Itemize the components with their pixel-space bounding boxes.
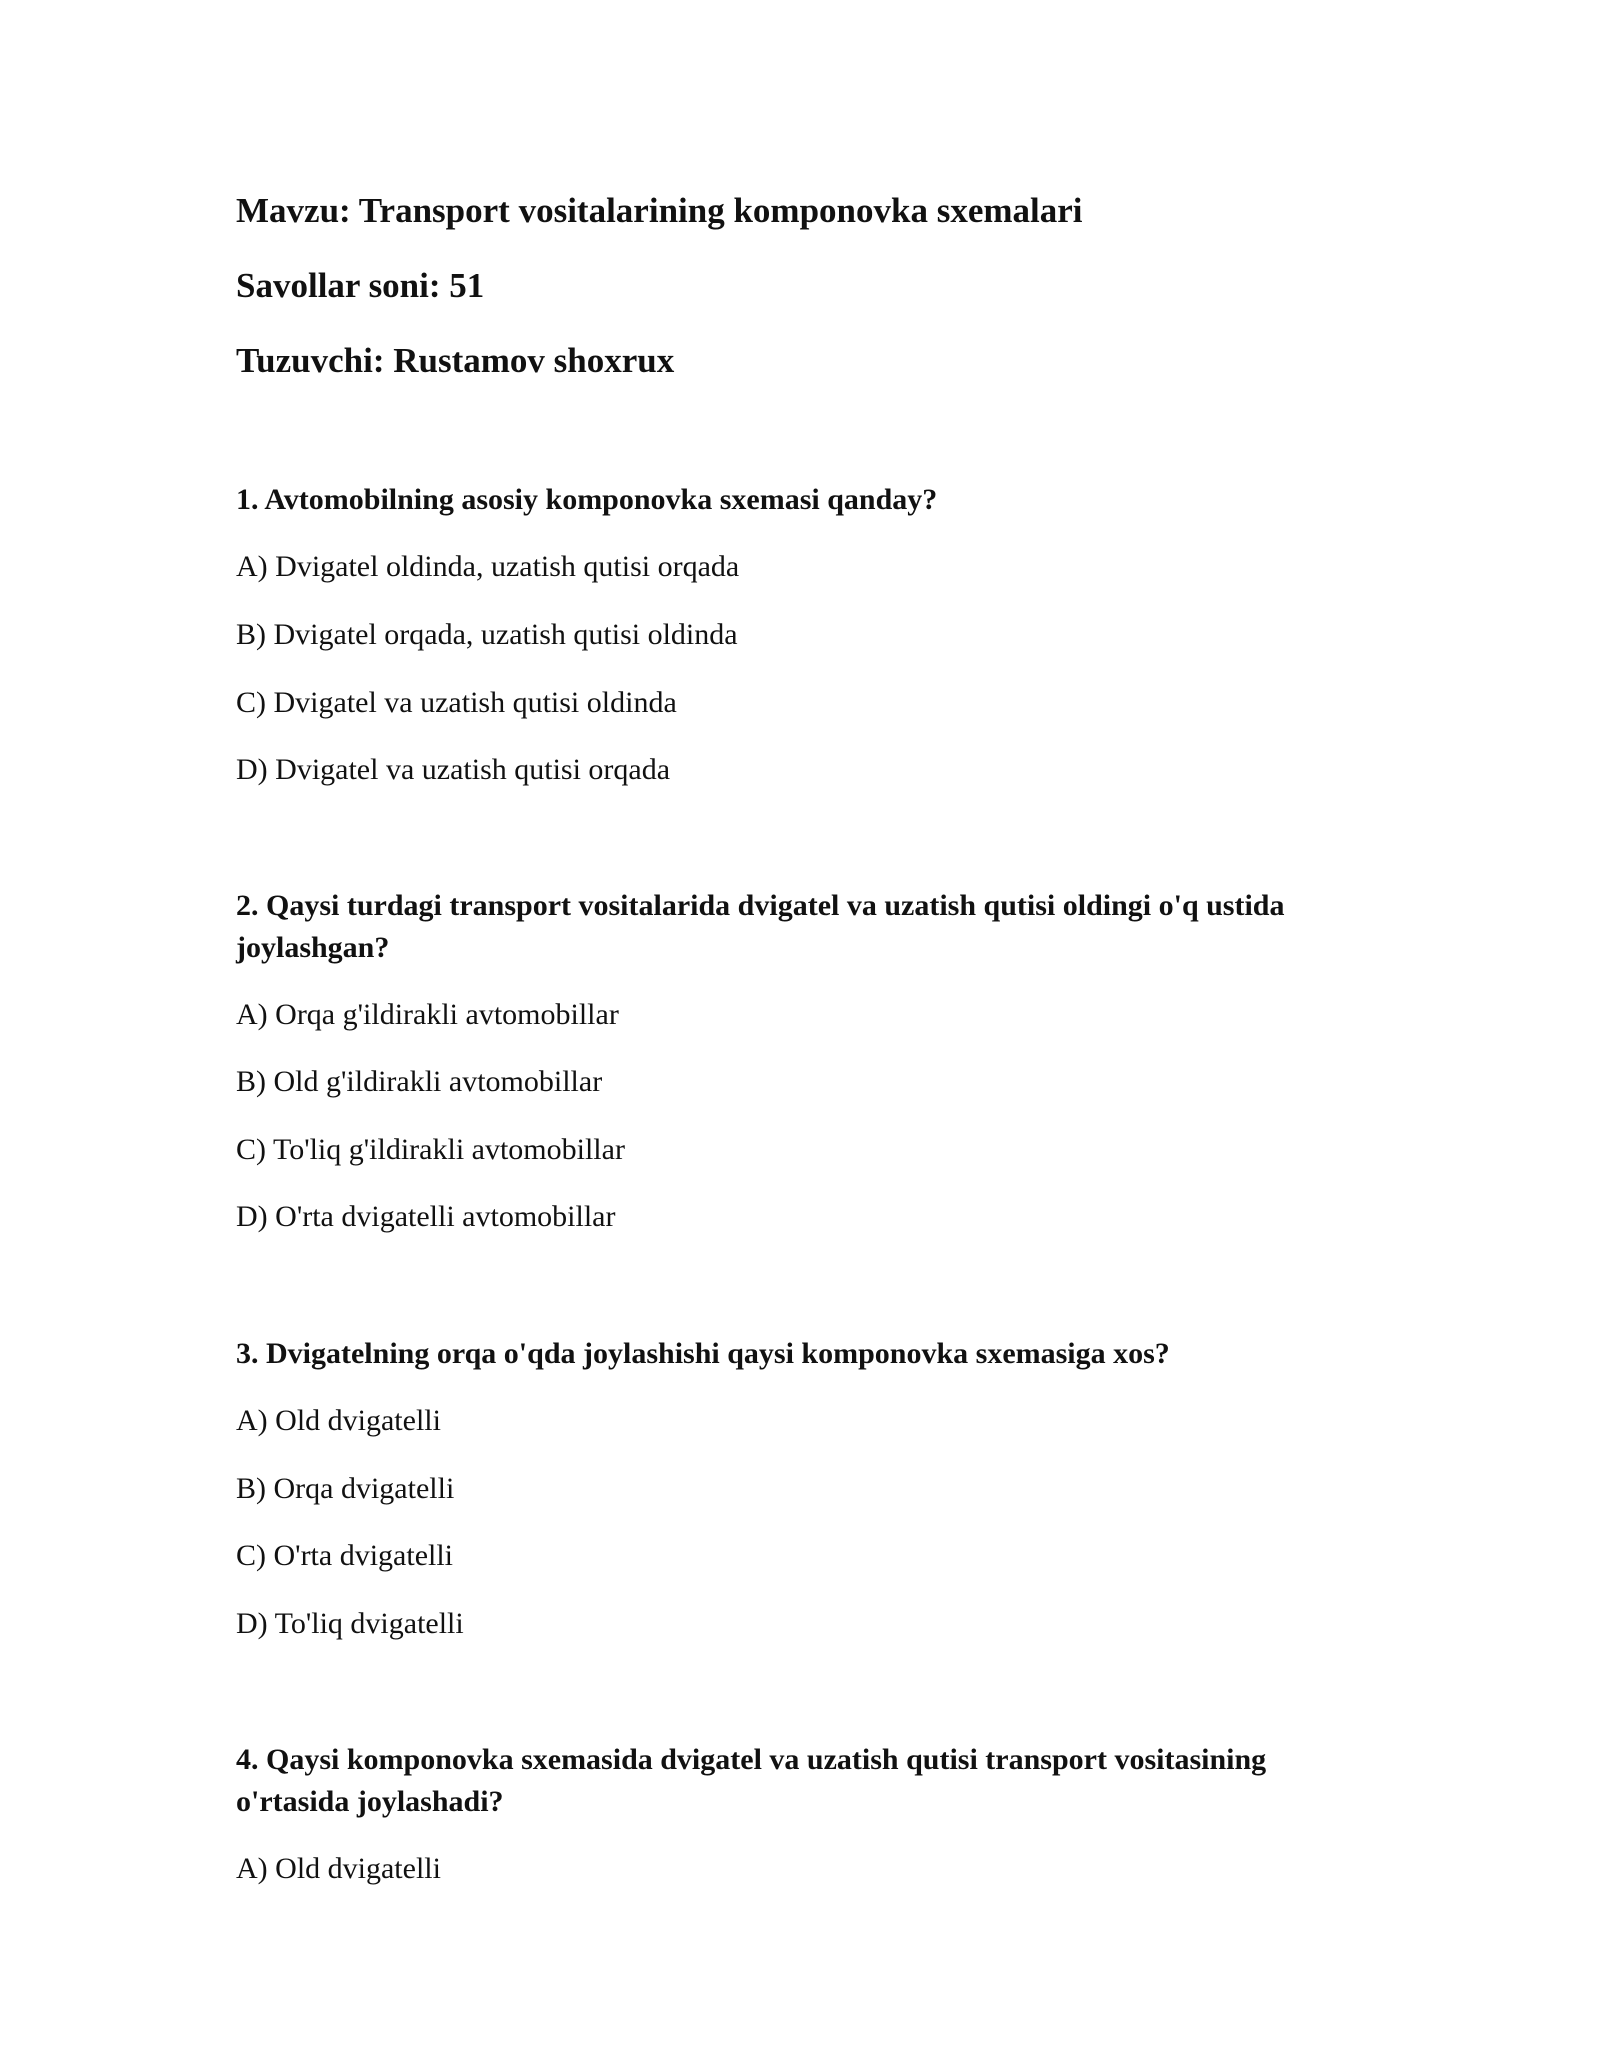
topic-heading: Mavzu: Transport vositalarining komponovka sxemalari bbox=[236, 191, 1083, 230]
question-4-option-a: A) Old dvigatelli bbox=[236, 1852, 441, 1885]
question-1-option-d: D) Dvigatel va uzatish qutisi orqada bbox=[236, 753, 671, 786]
question-3-option-a: A) Old dvigatelli bbox=[236, 1404, 441, 1437]
question-3-option-b: B) Orqa dvigatelli bbox=[236, 1472, 455, 1505]
question-3-option-c: C) O'rta dvigatelli bbox=[236, 1539, 454, 1572]
question-1-option-b: B) Dvigatel orqada, uzatish qutisi oldinda bbox=[236, 618, 738, 651]
question-3-option-d: D) To'liq dvigatelli bbox=[236, 1607, 464, 1640]
question-1-option-c: C) Dvigatel va uzatish qutisi oldinda bbox=[236, 686, 677, 719]
question-4: 4. Qaysi komponovka sxemasida dvigatel va uzatish qutisi transport vositasining o'rtasida joylashadi? bbox=[236, 1743, 1267, 1818]
question-1: 1. Avtomobilning asosiy komponovka sxemasi qanday? bbox=[236, 483, 938, 516]
question-2-option-d: D) O'rta dvigatelli avtomobillar bbox=[236, 1200, 616, 1233]
question-2-option-c: C) To'liq g'ildirakli avtomobillar bbox=[236, 1133, 625, 1166]
question-3: 3. Dvigatelning orqa o'qda joylashishi qaysi komponovka sxemasiga xos? bbox=[236, 1337, 1170, 1370]
question-2: 2. Qaysi turdagi transport vositalarida dvigatel va uzatish qutisi oldingi o'q ustida joylashgan? bbox=[236, 889, 1285, 964]
question-2-option-a: A) Orqa g'ildirakli avtomobillar bbox=[236, 998, 619, 1031]
question-count: Savollar soni: 51 bbox=[236, 266, 485, 305]
author-line: Tuzuvchi: Rustamov shoxrux bbox=[236, 341, 675, 380]
question-2-option-b: B) Old g'ildirakli avtomobillar bbox=[236, 1065, 603, 1098]
question-1-option-a: A) Dvigatel oldinda, uzatish qutisi orqada bbox=[236, 550, 740, 583]
